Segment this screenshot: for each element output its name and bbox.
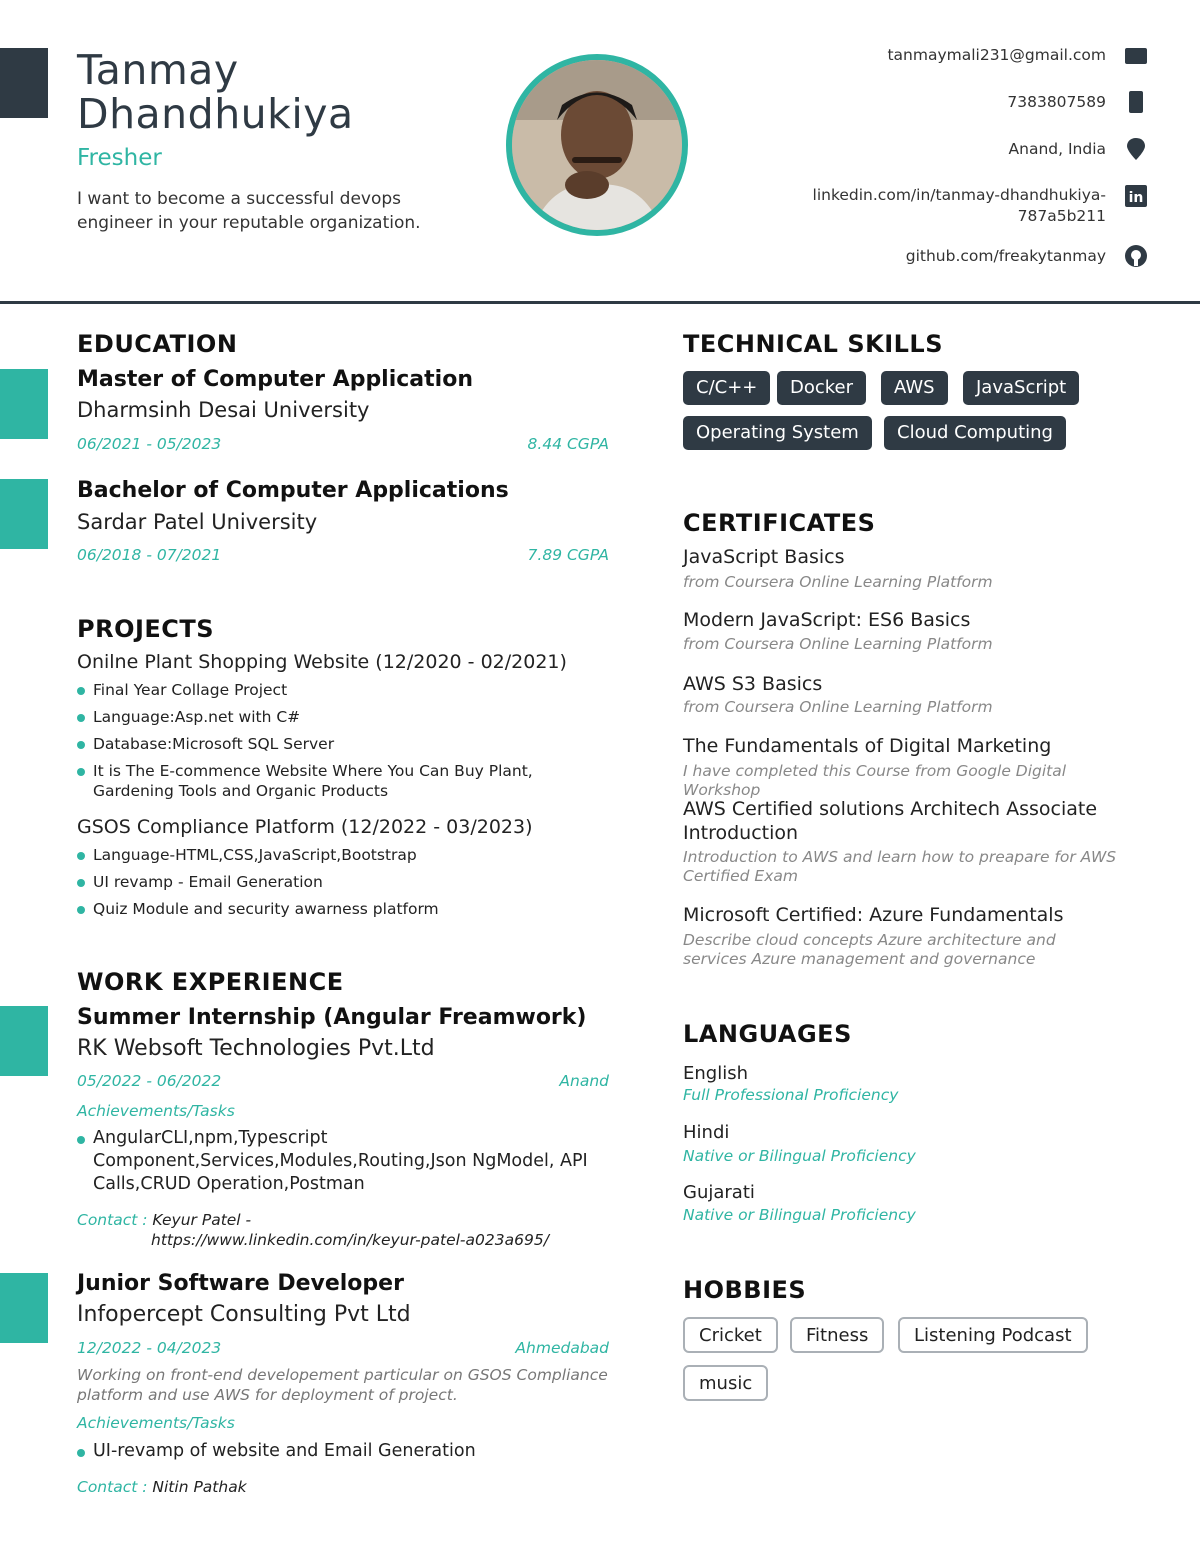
education-marker-2 [0,479,48,549]
profile-photo-illustration [512,60,682,230]
education-institution: Sardar Patel University [77,510,318,534]
job-location: Ahmedabad [515,1339,609,1357]
profile-photo [506,54,688,236]
language-name: Hindi [683,1122,730,1143]
job-contact-link[interactable]: https://www.linkedin.com/in/keyur-patel-a023a695/ [151,1231,549,1249]
job-title: Junior Software Developer [77,1271,404,1296]
skill-tag: Operating System [683,416,872,450]
contact-email[interactable]: tanmaymali231@gmail.com [887,46,1106,64]
language-name: English [683,1063,748,1084]
hobby-tag: music [683,1365,768,1401]
work-marker-2 [0,1273,48,1343]
contact-name: Keyur Patel - [152,1211,252,1229]
projects-heading: PROJECTS [77,615,215,643]
contact-name: Nitin Pathak [152,1478,247,1496]
list-item: Quiz Module and security awarness platform [77,899,597,919]
language-level: Native or Bilingual Proficiency [683,1206,916,1224]
job-contact [77,1210,251,1230]
list-item: UI revamp - Email Generation [77,872,597,892]
list-item: Language-HTML,CSS,JavaScript,Bootstrap [77,845,597,865]
languages-heading: LANGUAGES [683,1020,852,1048]
skill-tag: C/C++ [683,371,770,405]
contact-linkedin[interactable]: linkedin.com/in/tanmay-dhandhukiya- 787a5b211 [812,186,1106,225]
skill-tag: Docker [777,371,866,405]
education-degree: Bachelor of Computer Applications [77,478,509,503]
hobby-tag: Fitness [790,1317,884,1353]
summary: I want to become a successful devops engineer in your reputable organization. [77,189,421,233]
work-heading: WORK EXPERIENCE [77,968,344,996]
linkedin-icon [1124,185,1148,207]
hobby-tag: Cricket [683,1317,778,1353]
envelope-icon [1124,45,1148,67]
education-institution: Dharmsinh Desai University [77,398,370,422]
skill-tag: Cloud Computing [884,416,1066,450]
education-dates: 06/2021 - 05/2023 [77,435,222,453]
list-item: It is The E-commence Website Where You Can Buy Plant, Gardening Tools and Organic Products [77,761,557,801]
candidate-name: Tanmay Dhandhukiya [77,46,354,138]
contact-phone[interactable]: 7383807589 [1007,93,1106,111]
skills-heading: TECHNICAL SKILLS [683,330,943,358]
job-title: Summer Internship (Angular Freamwork) [77,1005,587,1030]
certificate-subtitle: from Coursera Online Learning Platform [683,573,993,591]
hobbies-heading: HOBBIES [683,1276,807,1304]
job-bullets [77,1127,617,1203]
list-item: Database:Microsoft SQL Server [77,734,557,754]
job-dates: 12/2022 - 04/2023 [77,1339,222,1357]
location-pin-icon [1124,138,1148,160]
certificate-title: AWS S3 Basics [683,673,823,695]
education-grade: 8.44 CGPA [527,435,609,453]
skill-tag: AWS [881,371,948,405]
candidate-role: Fresher [77,145,162,171]
header-accent-block [0,48,48,118]
language-level: Native or Bilingual Proficiency [683,1147,916,1165]
header-divider [0,301,1200,304]
language-level: Full Professional Proficiency [683,1086,899,1104]
language-name: Gujarati [683,1182,755,1203]
education-degree: Master of Computer Application [77,367,473,392]
certificate-subtitle: I have completed this Course from Google Digital Workshop [683,762,1067,799]
list-item: AngularCLI,npm,Typescript Component,Services,Modules,Routing,Json NgModel, API Calls,CRUD Operation,Postman [77,1127,617,1196]
list-item: UI-revamp of website and Email Generation [77,1440,617,1463]
education-marker-1 [0,369,48,439]
certificate-title: Modern JavaScript: ES6 Basics [683,609,971,631]
github-icon [1124,245,1148,267]
certificates-heading: CERTIFICATES [683,509,876,537]
certificate-subtitle: from Coursera Online Learning Platform [683,635,993,653]
project-bullets [77,845,597,926]
certificate-subtitle: from Coursera Online Learning Platform [683,698,993,716]
contact-label: Contact : [77,1478,148,1496]
contact-github[interactable]: github.com/freakytanmay [905,247,1106,265]
achievements-label: Achievements/Tasks [77,1102,235,1120]
job-contact [77,1477,247,1497]
job-bullets [77,1440,617,1470]
achievements-label: Achievements/Tasks [77,1414,235,1432]
phone-icon [1124,91,1148,113]
list-item: Language:Asp.net with C# [77,707,557,727]
certificate-title: JavaScript Basics [683,546,845,568]
skill-tag: JavaScript [963,371,1079,405]
certificate-title: The Fundamentals of Digital Marketing [683,735,1052,757]
certificate-title: Microsoft Certified: Azure Fundamentals [683,904,1064,926]
contact-label: Contact : [77,1211,148,1229]
contact-location: Anand, India [1008,140,1106,158]
job-description: Working on front-end developement particular on GSOS Compliance platform and use AWS for deployment of project. [77,1366,608,1404]
hobby-tag: Listening Podcast [898,1317,1088,1353]
work-marker-1 [0,1006,48,1076]
project-bullets [77,680,557,808]
list-item: Final Year Collage Project [77,680,557,700]
education-grade: 7.89 CGPA [527,546,609,564]
job-dates: 05/2022 - 06/2022 [77,1072,222,1090]
company-name: RK Websoft Technologies Pvt.Ltd [77,1036,435,1061]
svg-text:in: in [1128,190,1144,206]
certificate-subtitle: Introduction to AWS and learn how to preapare for AWS Certified Exam [683,848,1117,885]
certificate-subtitle: Describe cloud concepts Azure architecture and services Azure management and governance [683,931,1056,968]
education-heading: EDUCATION [77,330,238,358]
project-title: Onilne Plant Shopping Website (12/2020 - 02/2021) [77,651,567,673]
project-title: GSOS Compliance Platform (12/2022 - 03/2023) [77,816,533,838]
certificate-title: AWS Certified solutions Architech Associate Introduction [683,798,1098,844]
job-location: Anand [559,1072,609,1090]
company-name: Infopercept Consulting Pvt Ltd [77,1302,411,1327]
education-dates: 06/2018 - 07/2021 [77,546,222,564]
